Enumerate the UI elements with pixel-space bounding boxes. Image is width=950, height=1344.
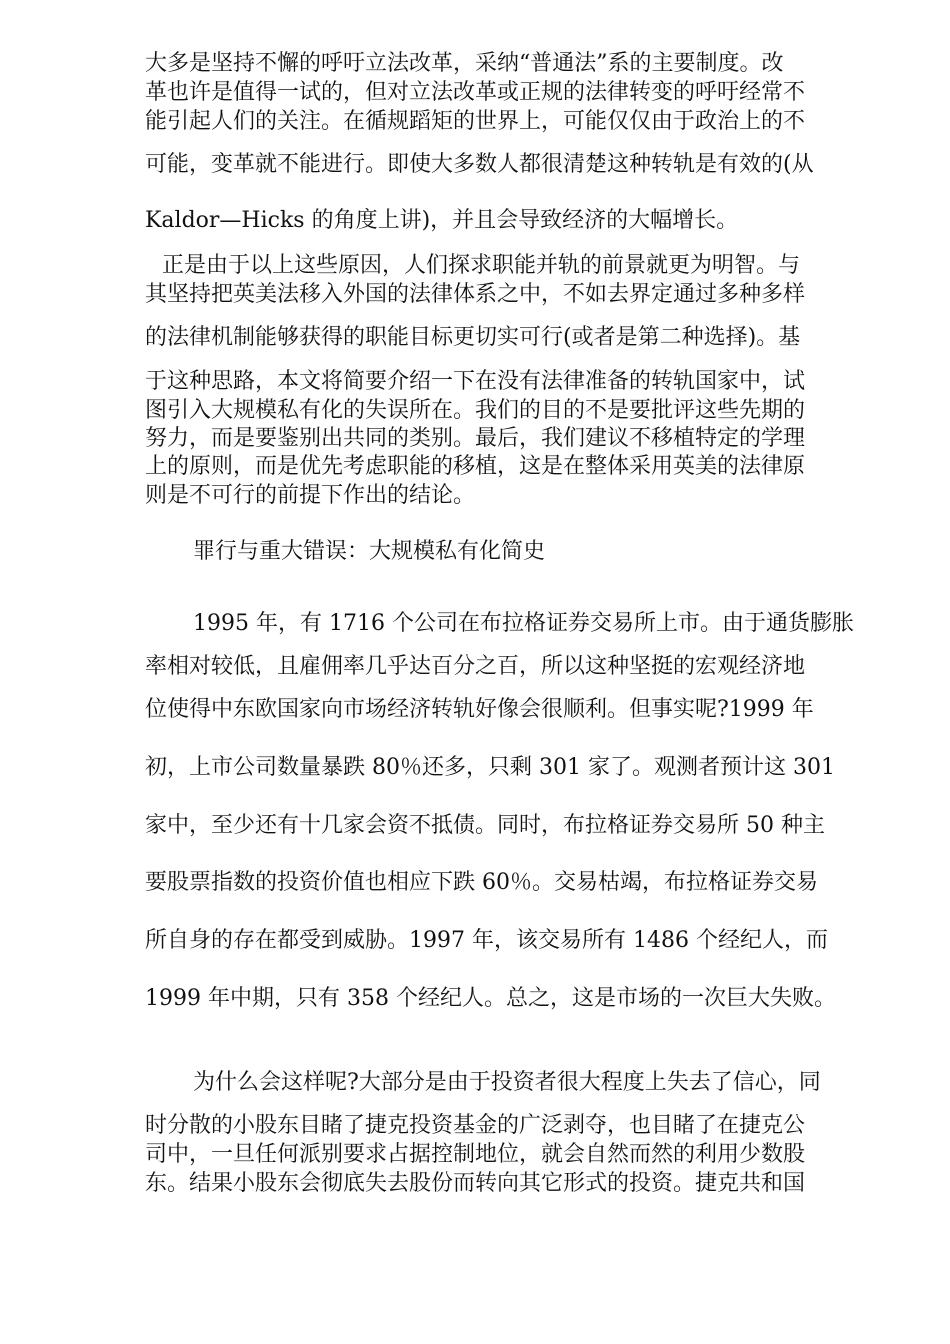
paragraph-1-line-5: Kaldor—Hicks 的角度上讲)，并且会导致经济的大幅增长。 xyxy=(145,208,739,233)
paragraph-2-line-7: 上的原则，而是优先考虑职能的移植，这是在整体采用英美的法律原 xyxy=(145,454,806,479)
paragraph-2-line-2: 其坚持把英美法移入外国的法律体系之中，不如去界定通过多种多样 xyxy=(145,282,806,307)
paragraph-3-line-6: 要股票指数的投资价值也相应下跌 60％。交易枯竭，布拉格证券交易 xyxy=(145,870,818,895)
paragraph-3-line-1: 1995 年，有 1716 个公司在布拉格证券交易所上市。由于通货膨胀 xyxy=(193,611,854,636)
paragraph-3-line-8: 1999 年中期，只有 358 个经纪人。总之，这是市场的一次巨大失败。 xyxy=(145,986,836,1011)
paragraph-2-line-4: 于这种思路，本文将简要介绍一下在没有法律准备的转轨国家中，试 xyxy=(145,369,806,394)
paragraph-3-line-4: 初，上市公司数量暴跌 80％还多，只剩 301 家了。观测者预计这 301 xyxy=(145,755,835,780)
paragraph-3-line-2: 率相对较低，且雇佣率几乎达百分之百，所以这种坚挺的宏观经济地 xyxy=(145,654,806,679)
paragraph-3-line-5: 家中，至少还有十几家会资不抵债。同时，布拉格证券交易所 50 种主 xyxy=(145,813,825,838)
section-heading: 罪行与重大错误：大规模私有化简史 xyxy=(193,539,546,564)
paragraph-4-line-1: 为什么会这样呢?大部分是由于投资者很大程度上失去了信心，同 xyxy=(193,1070,821,1095)
paragraph-2-line-5: 图引入大规模私有化的失误所在。我们的目的不是要批评这些先期的 xyxy=(145,398,806,423)
paragraph-1-line-3: 能引起人们的关注。在循规蹈矩的世界上，可能仅仅由于政治上的不 xyxy=(145,109,806,134)
paragraph-4-line-4: 东。结果小股东会彻底失去股份而转向其它形式的投资。捷克共和国 xyxy=(145,1171,806,1196)
paragraph-3-line-7: 所自身的存在都受到威胁。1997 年，该交易所有 1486 个经纪人，而 xyxy=(145,928,828,953)
paragraph-2-line-1: 正是由于以上这些原因，人们探求职能并轨的前景就更为明智。与 xyxy=(162,253,801,278)
paragraph-1-line-1: 大多是坚持不懈的呼吁立法改革，采纳“普通法”系的主要制度。改 xyxy=(145,51,784,76)
paragraph-3-line-3: 位使得中东欧国家向市场经济转轨好像会很顺利。但事实呢?1999 年 xyxy=(145,697,814,722)
paragraph-2-line-3: 的法律机制能够获得的职能目标更切实可行(或者是第二种选择)。基 xyxy=(145,325,801,350)
paragraph-2-line-8: 则是不可行的前提下作出的结论。 xyxy=(145,483,476,508)
paragraph-4-line-3: 司中，一旦任何派别要求占据控制地位，就会自然而然的利用少数股 xyxy=(145,1142,806,1167)
paragraph-1-line-2: 革也许是值得一试的，但对立法改革或正规的法律转变的呼吁经常不 xyxy=(145,80,806,105)
paragraph-4-line-2: 时分散的小股东目睹了捷克投资基金的广泛剥夺，也目睹了在捷克公 xyxy=(145,1113,806,1138)
paragraph-1-line-4: 可能，变革就不能进行。即使大多数人都很清楚这种转轨是有效的(从 xyxy=(145,152,814,177)
paragraph-2-line-6: 努力，而是要鉴别出共同的类别。最后，我们建议不移植特定的学理 xyxy=(145,426,806,451)
